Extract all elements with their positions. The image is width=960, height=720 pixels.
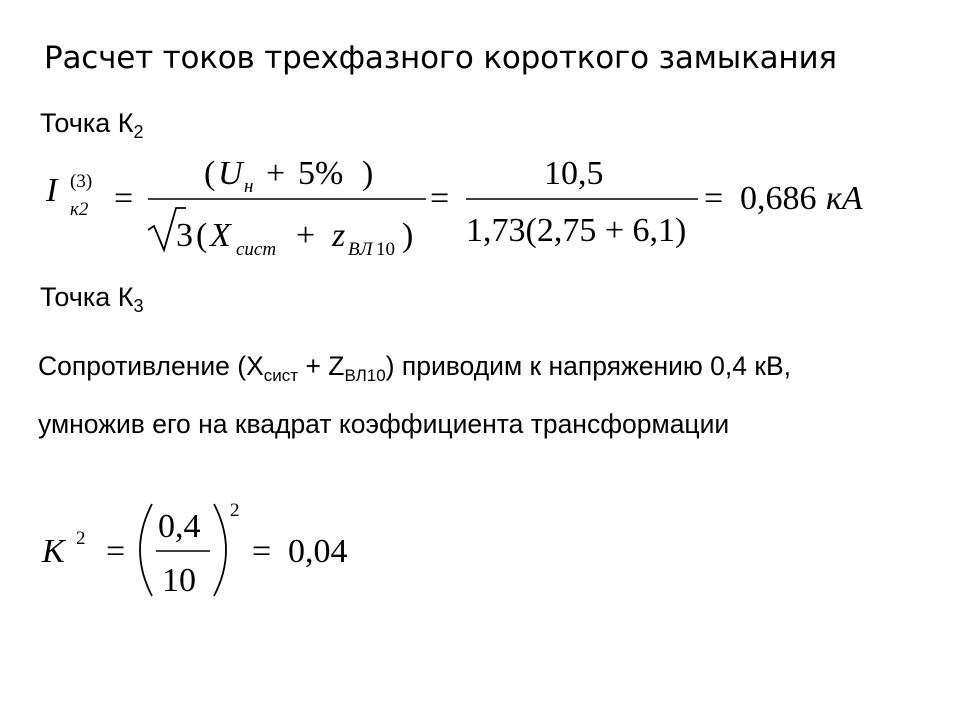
formula1-subscript: к2 [70,199,89,220]
formula2-denominator: 10 [162,562,196,599]
para-sub-1: сист [263,366,299,385]
formula1-equals-3: = [704,180,724,217]
formula2-equals-2: = [252,533,272,570]
formula2-power: 2 [230,500,240,521]
formula2-superscript: 2 [76,528,86,549]
formula1-U: U [218,155,243,192]
formula1-den-close-paren: ) [402,217,414,254]
formula1-I: I [46,172,58,209]
para-sub-2: ВЛ10 [344,366,386,385]
formula2-right-paren [214,504,226,596]
formula2-left-paren [140,504,152,596]
point-k2-text: Точка К [40,108,134,138]
para-part-2: + Z [298,351,345,381]
formula1-numerator-2: 10,5 [544,155,604,192]
formula1-X: X [210,217,231,254]
formula1-plus-1: + [266,155,286,192]
formula1-num-close-paren: ) [362,155,374,192]
formula2-K: K [42,533,65,570]
point-k3-text: Точка К [40,282,134,312]
formula1-X-subscript: сист [236,239,277,260]
formula1-z-subscript-number: 10 [376,239,395,260]
formula1-z: z [332,217,346,254]
point-k2-subscript: 2 [133,122,144,142]
formula1-result: 0,686 [740,180,817,217]
formula2-result: 0,04 [288,533,348,570]
formula1-z-subscript: ВЛ [348,239,373,260]
formula1-equals-2: = [430,180,450,217]
formula1-U-subscript: н [244,176,254,197]
formula1-equals-1: = [114,180,134,217]
para-part-3: ) приводим к напряжению 0,4 кВ, умножив его на квадрат коэффициента трансформации [38,351,791,439]
formula1-plus-2: + [296,217,316,254]
formula1-num-open-paren: ( [204,155,216,192]
formula1-sqrt-three: 3 [176,217,193,254]
formula1-superscript: (3) [70,171,93,192]
formula1-five-percent: 5% [298,155,344,192]
slide-title: Расчет токов трехфазного короткого замыкания [44,40,837,76]
formula2-equals-1: = [106,533,126,570]
formula1-denominator-2: 1,73(2,75 + 6,1) [466,212,687,249]
formula1-unit: кА [826,180,863,217]
formula2-numerator: 0,4 [158,508,201,545]
point-k3-subscript: 3 [133,296,144,316]
para-part-1: Сопротивление (X [38,351,264,381]
formula1-den-open-paren: ( [196,217,208,254]
